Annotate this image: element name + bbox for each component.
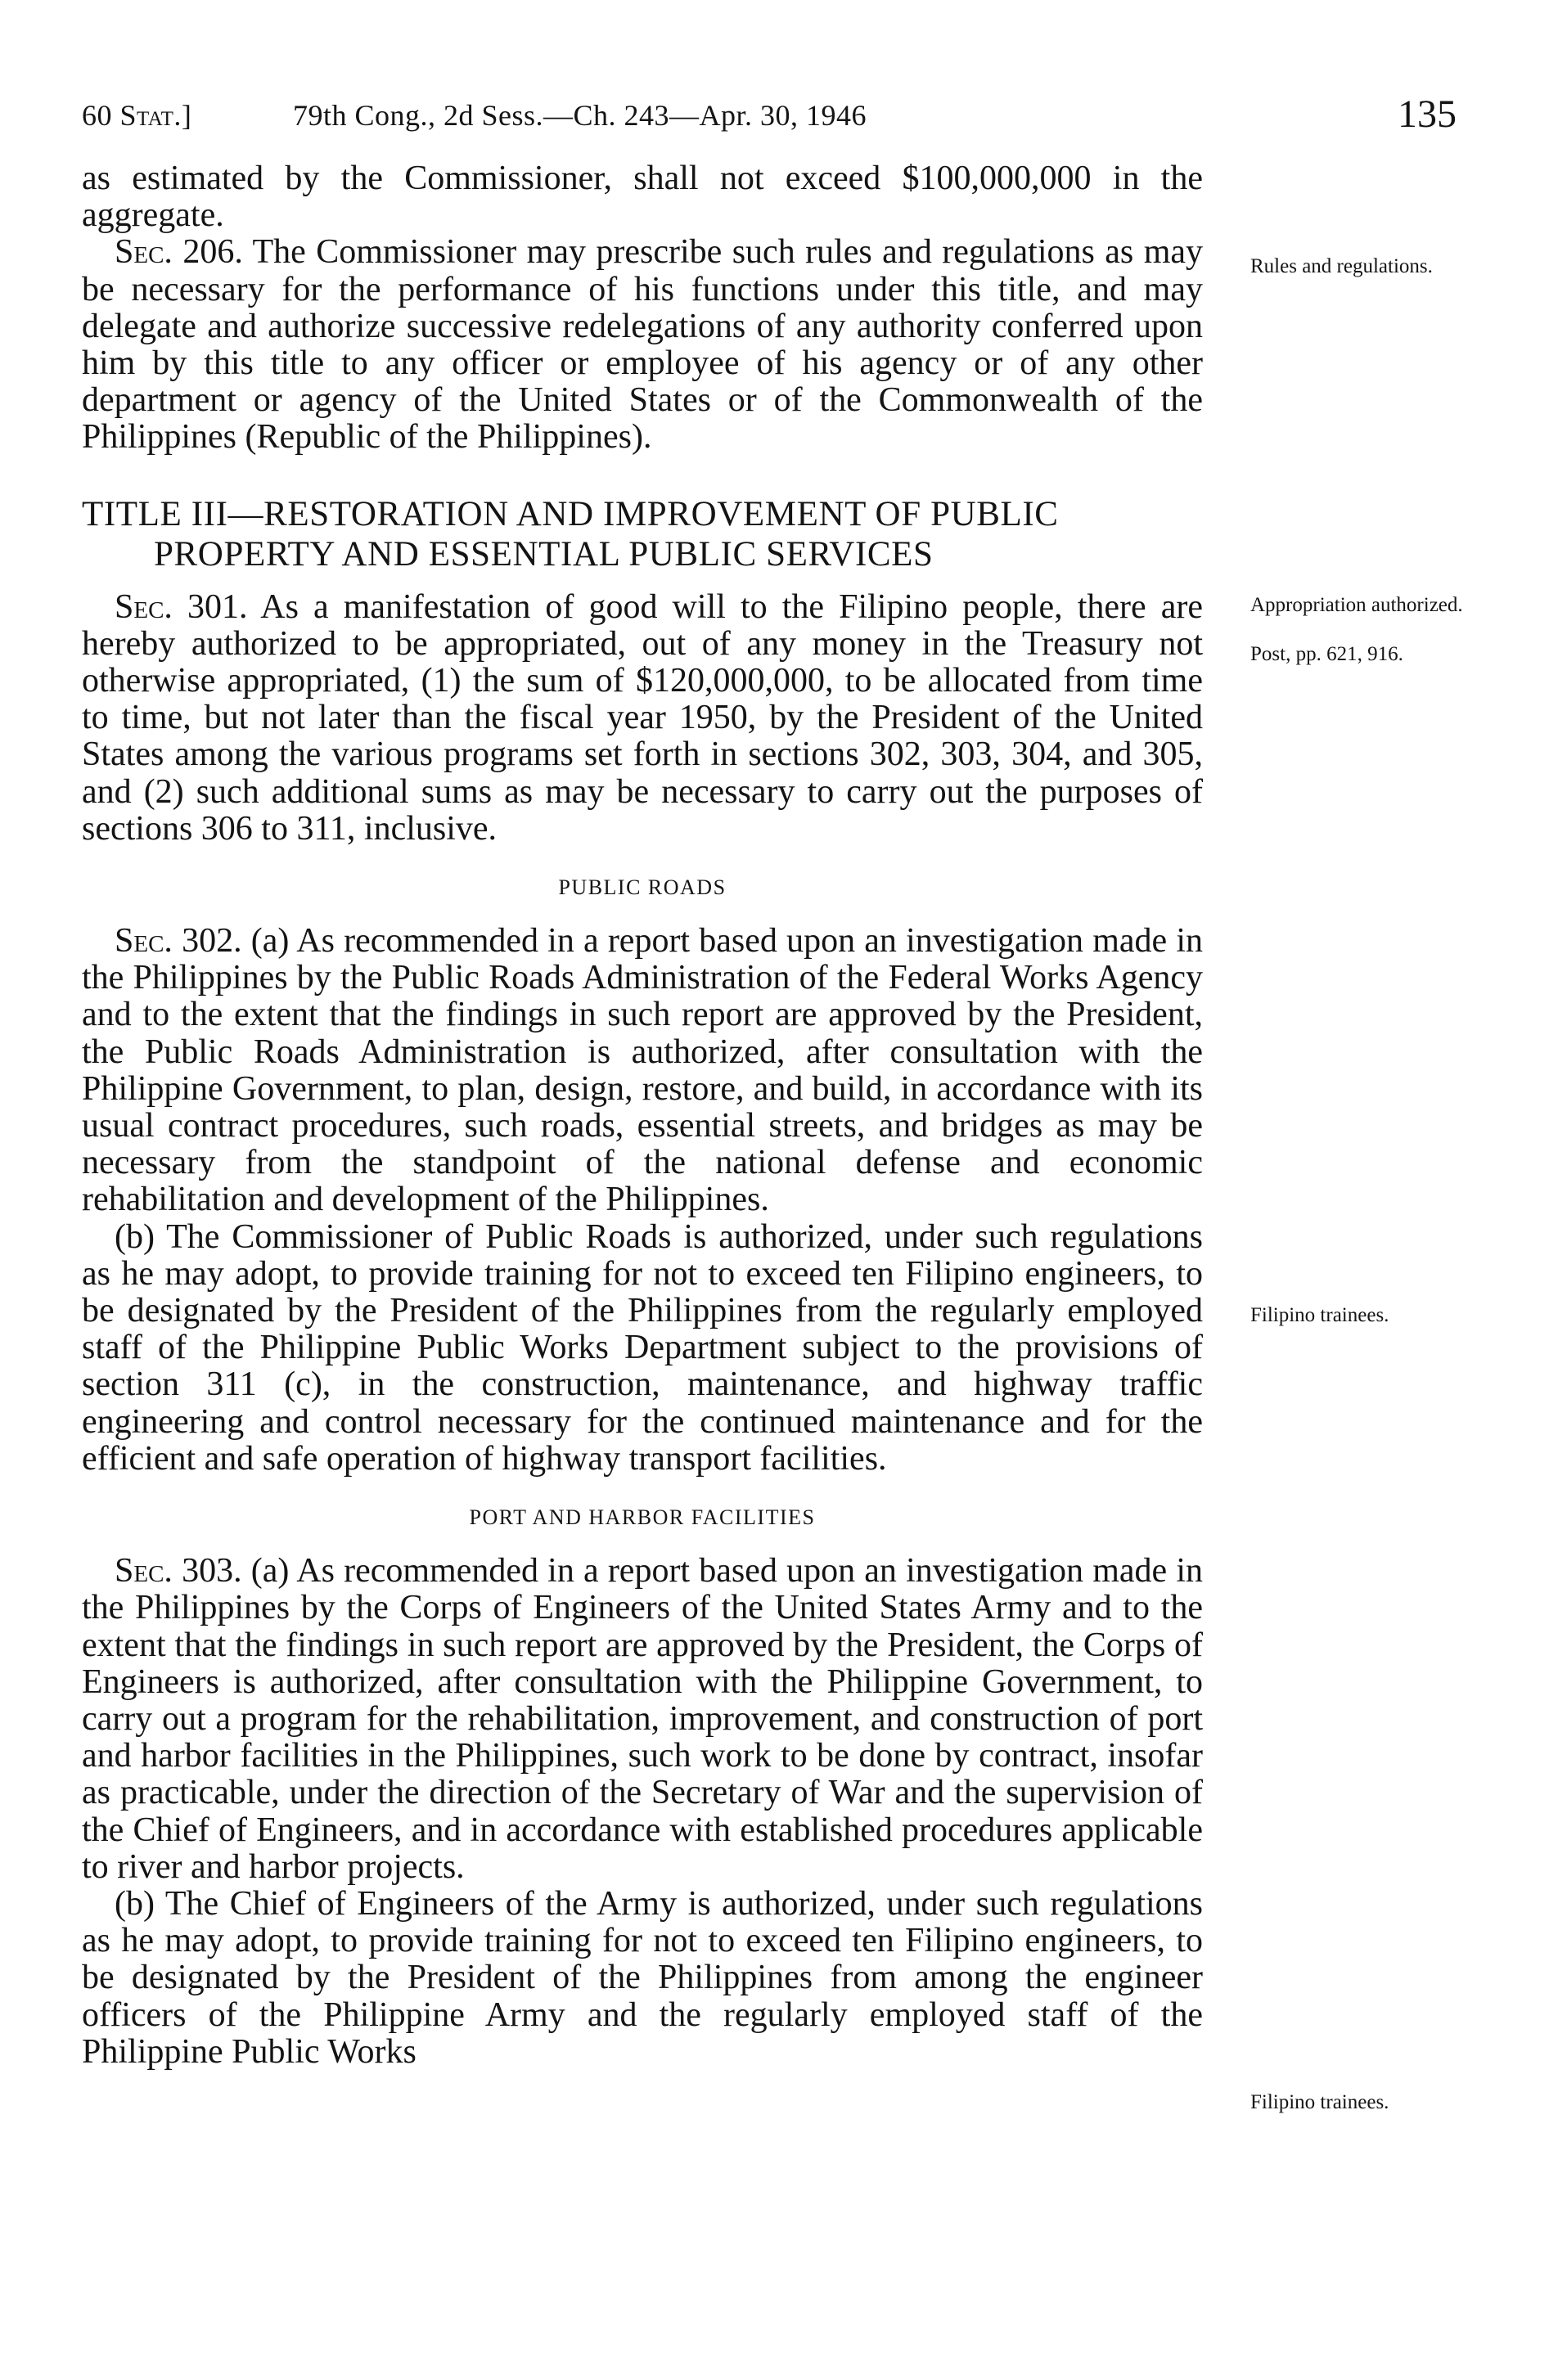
section-label: Sec. 302. xyxy=(115,922,242,961)
section-text: (a) As recommended in a report based upon an investigation made in the Philippines by the Corps of Engineers of the United States Army and to the extent that the findings in such report are approved by the President, the Corps of Engineers is authorized, after consultation with the Philippine Government, to carry out a program for the rehabilitation, improvement, and construction of port and harbor facilities in the Philippines, such work to be done by contract, insofar as practicable, under the direction of the Secretary of War and the supervision of the Chief of Engineers, and in accordance with established procedures applicable to river and harbor projects. xyxy=(82,1552,1204,1886)
section-303b: (b) The Chief of Engineers of the Army is authorized, under such regulations as he may adopt, to provide training for not to exceed ten Filipino engineers, to be designated by the President of the Philippines from among the engineer officers of the Philippine Army and the regularly employed staff of the Philippine Public Works xyxy=(82,1884,1203,2071)
margin-note-post-reference: Post, pp. 621, 916. xyxy=(1250,643,1403,665)
margin-note-trainees-2: Filipino trainees. xyxy=(1250,2091,1389,2113)
session-citation: 79th Cong., 2d Sess.—Ch. 243—Apr. 30, 1946 xyxy=(293,99,867,132)
section-302a xyxy=(82,923,1203,1219)
section-label: Sec. 303. xyxy=(115,1552,242,1590)
section-text: As a manifestation of good will to the Filipino people, there are hereby authorized to be appropriated, out of any money in the Treasury not otherwise appropriated, (1) the sum of $120,000,000, to be allocated from time to time, but not later than the fiscal year 1950, by the President of the United States among the various programs set forth in sections 302, 303, 304, and 305, and (2) such additional sums as may be necessary to carry out the purposes of sections 306 to 311, inclusive. xyxy=(82,587,1204,848)
section-302b: (b) The Commissioner of Public Roads is authorized, under such regulations as he may adopt, to provide training for not to exceed ten Filipino engineers, to be designated by the President of the Philippines from the regularly employed staff of the Philippine Public Works Department subject to the provisions of section 311 (c), in the construction, maintenance, and highway traffic engineering and control necessary for the continued maintenance and for the efficient and safe operation of highway transport facilities. xyxy=(82,1217,1203,1478)
section-label: Sec. 206. xyxy=(115,233,243,272)
subheading-public-roads: PUBLIC ROADS xyxy=(558,875,727,900)
margin-note-appropriation: Appropriation authorized. xyxy=(1250,594,1463,616)
section-text: (a) As recommended in a report based upon an investigation made in the Philippines by the Public Roads Administration of the Federal Works Agency and to the extent that the findings in such report are approved by the President, the Public Roads Administration is authorized, after consultation with the Philippine Government, to plan, design, restore, and build, in accordance with its usual contract procedures, such roads, essential streets, and bridges as may be necessary from the standpoint of the national defense and economic rehabilitation and development of the Philippines. xyxy=(82,922,1204,1219)
margin-note-rules: Rules and regulations. xyxy=(1250,255,1433,277)
paragraph-continuation: as estimated by the Commissioner, shall not exceed $100,000,000 in the aggregate. xyxy=(82,160,1203,235)
statute-text xyxy=(82,160,1203,2071)
statute-volume: 60 Stat.] xyxy=(82,99,192,132)
margin-note-trainees-1: Filipino trainees. xyxy=(1250,1304,1389,1326)
section-text: The Commissioner may prescribe such rules and regulations as may be necessary for the performance of his functions under this title, and may delegate and authorize successive redelegations of any authority conferred upon him by this title to any officer or employee of his agency or of any other department or agency of the United States or of the Commonwealth of the Philippines (Republic of the Philippines). xyxy=(82,233,1203,457)
section-206 xyxy=(82,234,1203,456)
title-heading: TITLE III—RESTORATION AND IMPROVEMENT OF PUBLIC PROPERTY AND ESSENTIAL PUBLIC SERVICES xyxy=(82,494,1059,574)
section-301 xyxy=(82,589,1203,848)
section-label: Sec. 301. xyxy=(115,587,248,626)
page-header xyxy=(82,92,1457,141)
section-303a xyxy=(82,1553,1203,1886)
subheading-port-harbor: PORT AND HARBOR FACILITIES xyxy=(469,1505,816,1530)
page-number: 135 xyxy=(1398,92,1457,136)
